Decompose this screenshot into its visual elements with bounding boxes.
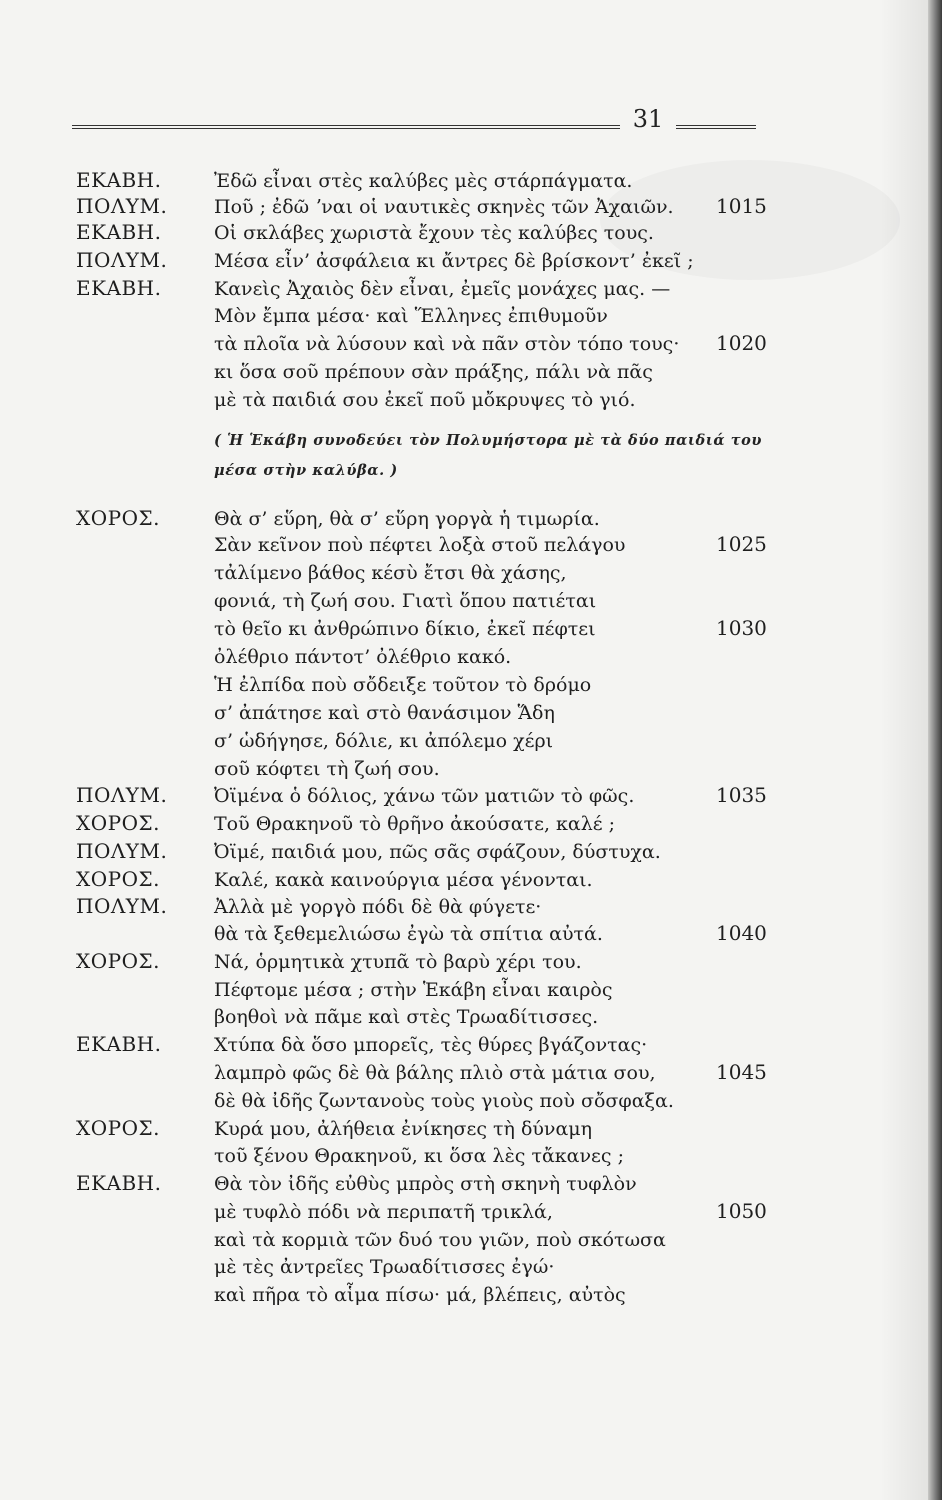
speaker-label: ΕΚΑΒΗ.	[76, 1032, 162, 1056]
page-number: 31	[632, 105, 664, 133]
speaker-label: ΧΟΡΟΣ.	[76, 949, 160, 973]
verse-line: φονιά, τὴ ζωή σου. Γιατὶ ὅπου πατιέται	[214, 590, 597, 612]
verse-line: Θὰ τὸν ἰδῆς εὐθὺς μπρὸς στὴ σκηνὴ τυφλὸν	[214, 1173, 637, 1195]
verse-line: Κυρά μου, ἀλήθεια ἐνίκησες τὴ δύναμη	[214, 1118, 593, 1140]
verse-line: καὶ τὰ κορμιὰ τῶν δυό του γιῶν, ποὺ σκότωσα	[214, 1229, 666, 1251]
line-number: 1050	[716, 1199, 767, 1223]
speaker-label: ΧΟΡΟΣ.	[76, 1116, 160, 1140]
verse-line: Ἡ ἐλπίδα ποὺ σὄδειξε τοῦτον τὸ δρόμο	[214, 674, 592, 696]
header-rule-left	[72, 125, 620, 129]
line-number: 1035	[716, 783, 767, 807]
verse-line: Πέφτομε μέσα ; στὴν Ἑκάβη εἶναι καιρὸς	[214, 979, 613, 1001]
line-number: 1045	[716, 1060, 767, 1084]
verse-line: τοῦ ξένου Θρακηνοῦ, κι ὅσα λὲς τἄκανες ;	[214, 1145, 624, 1167]
speaker-label: ΕΚΑΒΗ.	[76, 276, 162, 300]
speaker-label: ΠΟΛΥΜ.	[76, 783, 168, 807]
speaker-label: ΕΚΑΒΗ.	[76, 220, 162, 244]
verse-line: τὰ πλοῖα νὰ λύσουν καὶ νὰ πᾶν στὸν τόπο τους·	[214, 333, 680, 355]
line-number: 1015	[716, 194, 767, 218]
stage-direction: μέσα στὴν καλύβα. )	[214, 462, 398, 479]
speaker-label: ΕΚΑΒΗ.	[76, 168, 162, 192]
verse-line: Μέσα εἶν’ ἀσφάλεια κι ἄντρες δὲ βρίσκοντ’ ἐκεῖ ;	[214, 250, 694, 272]
verse-line: Θὰ σ’ εὕρη, θὰ σ’ εὕρη γοργὰ ἡ τιμωρία.	[214, 508, 600, 530]
line-number: 1020	[716, 331, 767, 355]
verse-line: μὲ τυφλὸ πόδι νὰ περιπατῆ τρικλά,	[214, 1201, 553, 1223]
verse-line: σ’ ἀπάτησε καὶ στὸ θανάσιμον Ἅδη	[214, 702, 555, 724]
verse-line: τἀλίμενο βάθος κέσὺ ἔτσι θὰ χάσης,	[214, 562, 567, 584]
verse-line: Ἐδῶ εἶναι στὲς καλύβες μὲς στάρπάγματα.	[214, 170, 633, 192]
verse-line: Καλέ, κακὰ καινούργια μέσα γένονται.	[214, 869, 593, 891]
verse-line: μὲ τὰ παιδιά σου ἐκεῖ ποῦ μὄκρυψες τὸ γιό.	[214, 389, 636, 411]
verse-line: τὸ θεῖο κι ἀνθρώπινο δίκιο, ἐκεῖ πέφτει	[214, 618, 596, 640]
speaker-label: ΧΟΡΟΣ.	[76, 811, 160, 835]
stage-direction: ( Ἡ Ἑκάβη συνοδεύει τὸν Πολυμήστορα μὲ τὰ δύο παιδιά του	[214, 432, 763, 449]
verse-line: Νά, ὁρμητικὰ χτυπᾶ τὸ βαρὺ χέρι του.	[214, 951, 582, 973]
verse-line: Κανεὶς Ἀχαιὸς δὲν εἶναι, ἐμεῖς μονάχες μας. —	[214, 278, 671, 300]
line-number: 1040	[716, 921, 767, 945]
speaker-label: ΠΟΛΥΜ.	[76, 194, 168, 218]
verse-line: δὲ θὰ ἰδῆς ζωντανοὺς τοὺς γιοὺς ποὺ σὄσφαξα.	[214, 1090, 674, 1112]
speaker-label: ΧΟΡΟΣ.	[76, 867, 160, 891]
verse-line: Σὰν κεῖνον ποὺ πέφτει λοξὰ στοῦ πελάγου	[214, 534, 626, 556]
verse-line: Οἱ σκλάβες χωριστὰ ἔχουν τὲς καλύβες τους.	[214, 222, 654, 244]
speaker-label: ΠΟΛΥΜ.	[76, 248, 168, 272]
verse-line: Ἀλλὰ μὲ γοργὸ πόδι δὲ θὰ φύγετε·	[214, 896, 542, 918]
page-edge	[928, 0, 942, 1500]
verse-line: Χτύπα δὰ ὅσο μπορεῖς, τὲς θύρες βγάζοντας·	[214, 1034, 648, 1056]
speaker-label: ΠΟΛΥΜ.	[76, 839, 168, 863]
verse-line: Ὀϊμένα ὁ δόλιος, χάνω τῶν ματιῶν τὸ φῶς.	[214, 785, 635, 807]
verse-line: ὀλέθριο πάντοτ’ ὀλέθριο κακό.	[214, 646, 512, 668]
verse-line: θὰ τὰ ξεθεμελιώσω ἐγὼ τὰ σπίτια αὐτά.	[214, 923, 603, 945]
line-number: 1025	[716, 532, 767, 556]
verse-line: μὲ τὲς ἀντρεῖες Τρωαδίτισσες ἐγώ·	[214, 1256, 555, 1278]
speaker-label: ΠΟΛΥΜ.	[76, 894, 168, 918]
header-rule-right	[676, 125, 756, 129]
verse-line: σ’ ὡδήγησε, δόλιε, κι ἀπόλεμο χέρι	[214, 730, 554, 752]
verse-line: λαμπρὸ φῶς δὲ θὰ βάλης πλιὸ στὰ μάτια σου,	[214, 1062, 656, 1084]
verse-line: Ὀϊμέ, παιδιά μου, πῶς σᾶς σφάζουν, δύστυχα.	[214, 841, 661, 863]
speaker-label: ΕΚΑΒΗ.	[76, 1171, 162, 1195]
verse-line: βοηθοὶ νὰ πᾶμε καὶ στὲς Τρωαδίτισσες.	[214, 1006, 599, 1028]
speaker-label: ΧΟΡΟΣ.	[76, 506, 160, 530]
verse-line: σοῦ κόφτει τὴ ζωή σου.	[214, 758, 440, 780]
verse-line: καὶ πῆρα τὸ αἷμα πίσω· μά, βλέπεις, αὐτὸς	[214, 1284, 626, 1306]
line-number: 1030	[716, 616, 767, 640]
verse-line: Τοῦ Θρακηνοῦ τὸ θρῆνο ἀκούσατε, καλέ ;	[214, 813, 616, 835]
verse-line: Μὸν ἔμπα μέσα· καὶ Ἕλληνες ἐπιθυμοῦν	[214, 305, 608, 327]
verse-line: Ποῦ ; ἐδῶ ʼναι οἱ ναυτικὲς σκηνὲς τῶν Ἀχαιῶν.	[214, 196, 674, 218]
verse-line: κι ὅσα σοῦ πρέπουν σὰν πράξης, πάλι νὰ πᾶς	[214, 361, 653, 383]
